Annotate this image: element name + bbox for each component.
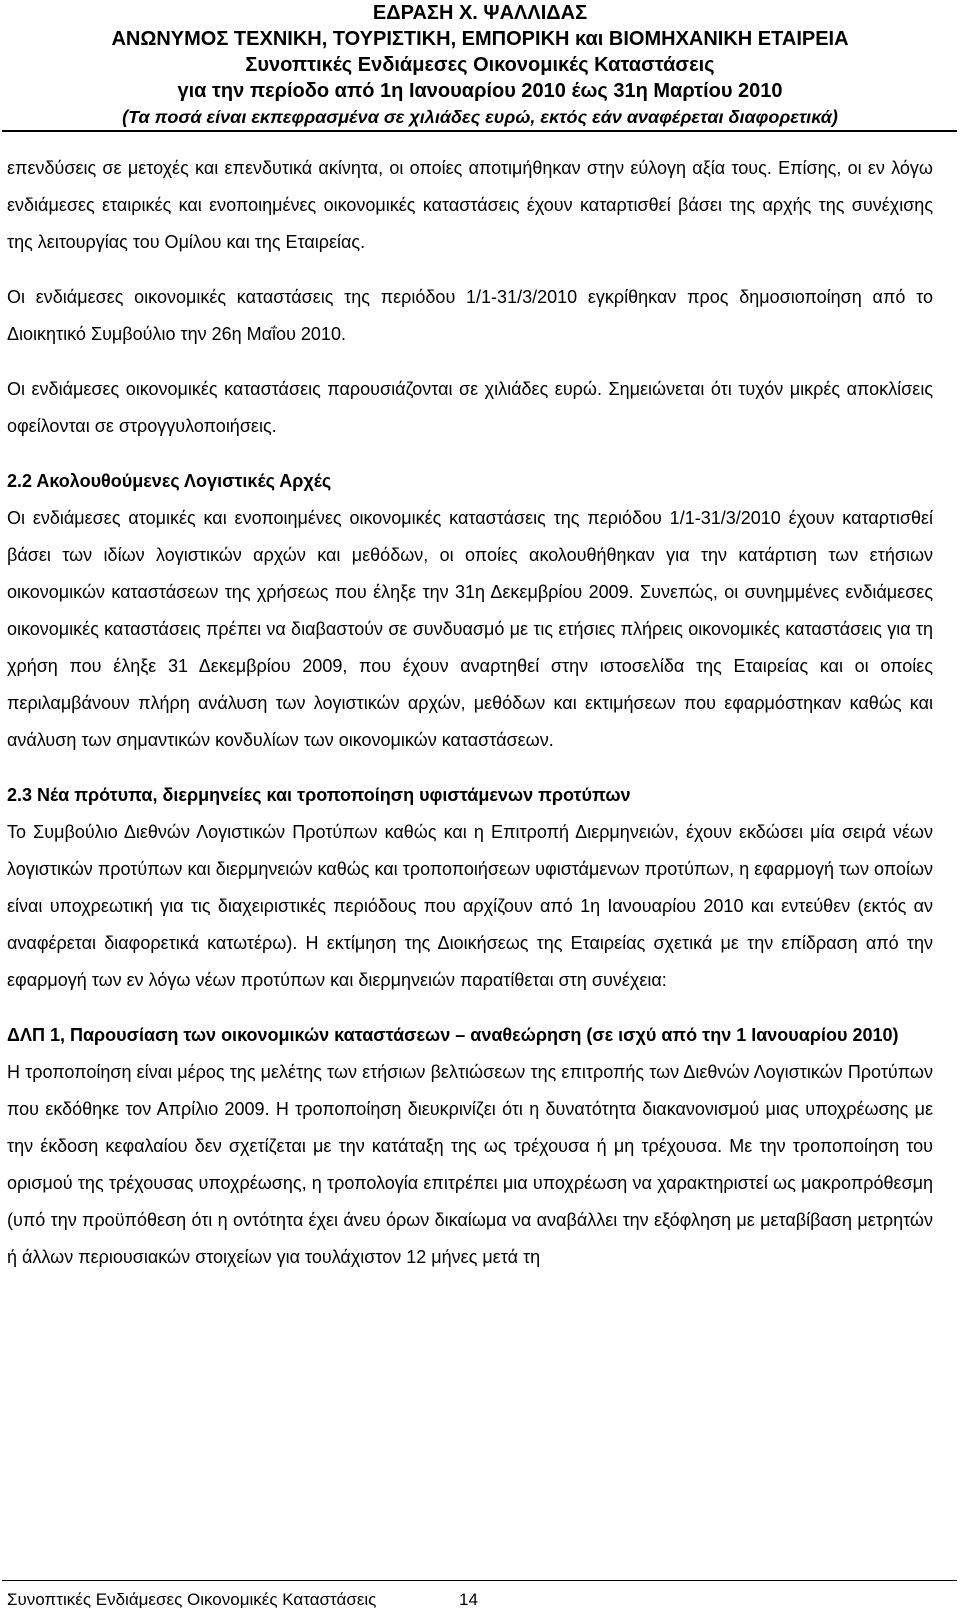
subsection-heading-ias1: ΔΛΠ 1, Παρουσίαση των οικονομικών καταστάσεων – αναθεώρηση (σε ισχύ από την 1 Ιανουαρίου 2010) [7,1025,899,1045]
paragraph-basis-of-preparation: επενδύσεις σε μετοχές και επενδυτικά ακίνητα, οι οποίες αποτιμήθηκαν στην εύλογη αξία τους. Επίσης, οι εν λόγω ενδιάμεσες εταιρικές και ενοποιημένες οικονομικές καταστάσεις έχουν καταρτισθεί βάσει της αρχής της συνέχισης της λειτουργίας του Ομίλου και της Εταιρείας. [7,158,933,252]
report-period: για την περίοδο από 1η Ιανουαρίου 2010 έως 31η Μαρτίου 2010 [177,80,783,102]
footer-divider [2,1580,957,1581]
section-heading-new-standards: 2.3 Νέα πρότυπα, διερμηνείες και τροποποίηση υφιστάμενων προτύπων [7,785,631,805]
section-heading-accounting-principles: 2.2 Ακολουθούμενες Λογιστικές Αρχές [7,471,332,491]
paragraph-new-standards: Το Συμβούλιο Διεθνών Λογιστικών Προτύπων καθώς και η Επιτροπή Διερμηνειών, έχουν εκδώσει μία σειρά νέων λογιστικών προτύπων και διερμηνειών καθώς και τροποποιήσεων υφιστάμενων προτύπων, η εφαρμογή των οποίων είναι υποχρεωτική για τις διαχειριστικές περιόδους που αρχίζουν από 1η Ιανουαρίου 2010 και εντεύθεν (εκτός αν αναφέρεται διαφορετικά κατωτέρω). Η εκτίμηση της Διοικήσεως της Εταιρείας σχετικά με την επίδραση από την εφαρμογή των εν λόγω νέων προτύπων και διερμηνειών παρατίθεται στη συνέχεια: [7,822,933,990]
page-header [0,0,960,130]
paragraph-ias1: Η τροποποίηση είναι μέρος της μελέτης των ετήσιων βελτιώσεων της επιτροπής των Διεθνών Λογιστικών Προτύπων που εκδόθηκε τον Απρίλιο 2009. Η τροποποίηση διευκρινίζει ότι η δυνατότητα διακανονισμού μιας υποχρέωσης με την έκδοση κεφαλαίου δεν σχετίζεται με την κατάταξη της ως τρέχουσα ή μη τρέχουσα. Με την τροποποίηση του ορισμού της τρέχουσας υποχρέωσης, η τροπολογία επιτρέπει μια υποχρέωση να χαρακτηριστεί ως μακροπρόθεσμη (υπό την προϋπόθεση ότι η οντότητα έχει άνευ όρων δικαίωμα να αναβάλλει την εξόφληση με μεταβίβαση μετρητών ή άλλων περιουσιακών στοιχείων για τουλάχιστον 12 μήνες μετά τη [7,1062,933,1267]
company-name: ΕΔΡΑΣΗ Χ. ΨΑΛΛΙΔΑΣ [372,2,588,24]
page-footer [7,1590,933,1610]
footer-title: Συνοπτικές Ενδιάμεσες Οικονομικές Καταστάσεις [7,1590,377,1609]
paragraph-accounting-principles: Οι ενδιάμεσες ατομικές και ενοποιημένες οικονομικές καταστάσεις της περιόδου 1/1-31/3/2010 έχουν καταρτισθεί βάσει των ιδίων λογιστικών αρχών και μεθόδων, οι οποίες ακολουθήθηκαν για την κατάρτιση των ετήσιων οικονομικών καταστάσεων της χρήσεως που έληξε την 31η Δεκεμβρίου 2009. Συνεπώς, οι συνημμένες ενδιάμεσες οικονομικές καταστάσεις πρέπει να διαβαστούν σε συνδυασμό με τις ετήσιες πλήρεις οικονομικές καταστάσεις για τη χρήση που έληξε 31 Δεκεμβρίου 2009, που έχουν αναρτηθεί στην ιστοσελίδα της Εταιρείας και οι οποίες περιλαμβάνουν πλήρη ανάλυση των λογιστικών αρχών, μεθόδων και εκτιμήσεων που εφαρμόστηκαν καθώς και ανάλυση των σημαντικών κονδυλίων των οικονομικών καταστάσεων. [7,508,933,750]
report-title: Συνοπτικές Ενδιάμεσες Οικονομικές Καταστάσεις [245,54,715,76]
amounts-note: (Τα ποσά είναι εκπεφρασμένα σε χιλιάδες ευρώ, εκτός εάν αναφέρεται διαφορετικά) [122,107,838,127]
company-type: ΑΝΩΝΥΜΟΣ ΤΕΧΝΙΚΗ, ΤΟΥΡΙΣΤΙΚΗ, ΕΜΠΟΡΙΚΗ και ΒΙΟΜΗΧΑΝΙΚΗ ΕΤΑΙΡΕΙΑ [111,28,849,50]
paragraph-rounding: Οι ενδιάμεσες οικονομικές καταστάσεις παρουσιάζονται σε χιλιάδες ευρώ. Σημειώνεται ότι τυχόν μικρές αποκλίσεις οφείλονται σε στρογγυλοποιήσεις. [7,379,933,436]
document-body [7,150,933,1276]
header-divider [2,130,957,132]
page-number: 14 [459,1590,478,1609]
paragraph-approval: Οι ενδιάμεσες οικονομικές καταστάσεις της περιόδου 1/1-31/3/2010 εγκρίθηκαν προς δημοσιοποίηση από το Διοικητικό Συμβούλιο την 26η Μαΐου 2010. [7,287,933,344]
